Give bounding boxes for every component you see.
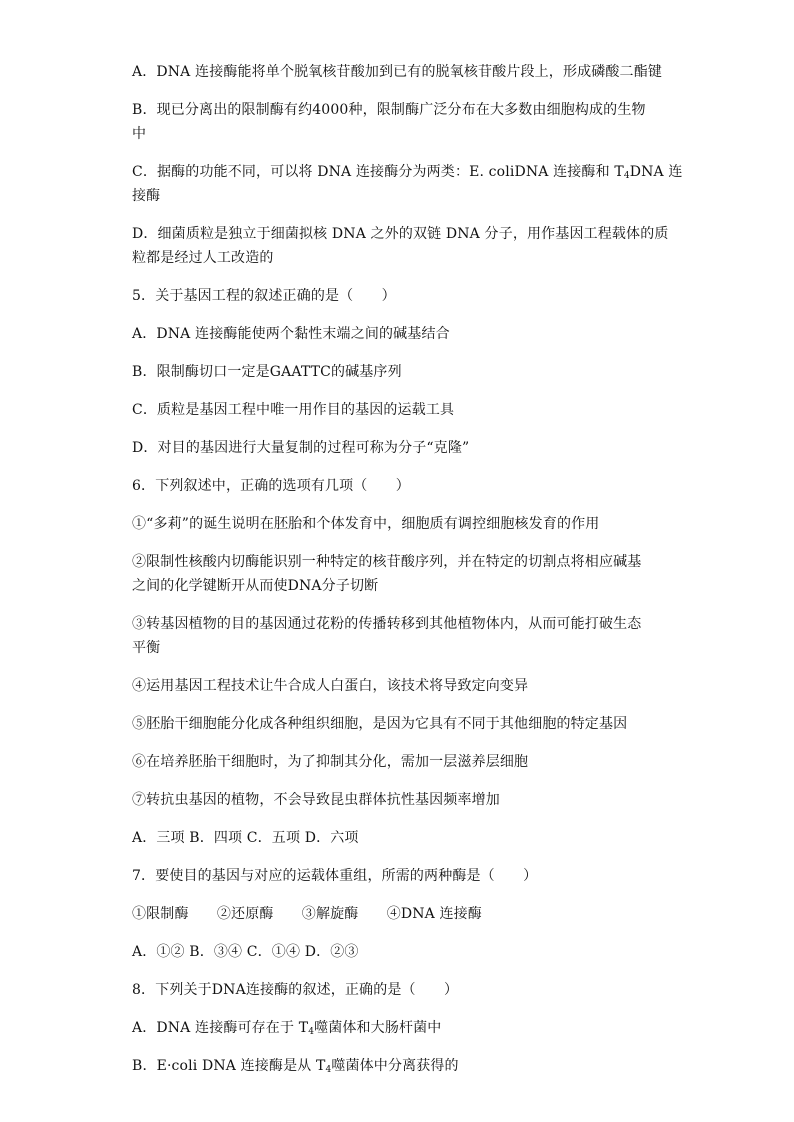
- text-segment: B．E·coli DNA 连接酶是从 T: [132, 1058, 326, 1074]
- option-d: D．对目的基因进行大量复制的过程可称为分子“克隆”: [132, 440, 470, 456]
- option-b: [132, 1056, 672, 1076]
- statement-6: ⑥在培养胚胎干细胞时，为了抑制其分化，需加一层滋养层细胞: [132, 754, 529, 770]
- statement-1: ①“多莉”的诞生说明在胚胎和个体发育中，细胞质有调控细胞核发育的作用: [132, 516, 600, 532]
- statement-5: ⑤胚胎干细胞能分化成各种组织细胞，是因为它具有不同于其他细胞的特定基因: [132, 716, 628, 732]
- statement-4: ④运用基因工程技术让牛合成人白蛋白，该技术将导致定向变异: [132, 678, 529, 694]
- option-c-cont: 接酶: [132, 188, 161, 204]
- option-b: B．现已分离出的限制酶有约4000种，限制酶广泛分布在大多数由细胞构成的生物: [132, 102, 646, 118]
- statement-3-cont: 平衡: [132, 640, 161, 656]
- option-a: A．DNA 连接酶能使两个黏性末端之间的碱基结合: [132, 326, 450, 342]
- question-6: 6．下列叙述中，正确的选项有几项（ ）: [132, 478, 410, 494]
- text-segment: DNA 连: [629, 164, 683, 180]
- text-segment: A．DNA 连接酶可存在于 T: [132, 1020, 309, 1036]
- option-a: [132, 1018, 672, 1038]
- statement-2: ②限制性核酸内切酶能识别一种特定的核苷酸序列，并在特定的切割点将相应碱基: [132, 554, 642, 570]
- option-d: D．细菌质粒是独立于细菌拟核 DNA 之外的双链 DNA 分子，用作基因工程载体的质: [132, 226, 669, 242]
- option-b-cont: 中: [132, 126, 147, 142]
- subscript: 4: [623, 171, 630, 181]
- question-8: 8．下列关于DNA连接酶的叙述，正确的是（ ）: [132, 982, 459, 998]
- options-q6: A．三项 B．四项 C．五项 D．六项: [132, 830, 359, 846]
- option-a: A．DNA 连接酶能将单个脱氧核苷酸加到已有的脱氧核苷酸片段上，形成磷酸二酯键: [132, 64, 662, 80]
- subscript: 4: [308, 1027, 315, 1037]
- statement-7: ⑦转抗虫基因的植物，不会导致昆虫群体抗性基因频率增加: [132, 792, 500, 808]
- option-c: C．质粒是基因工程中唯一用作目的基因的运载工具: [132, 402, 455, 418]
- enzyme-list: ①限制酶 ②还原酶 ③解旋酶 ④DNA 连接酶: [132, 906, 482, 922]
- option-c: [132, 162, 683, 182]
- question-5: 5．关于基因工程的叙述正确的是（ ）: [132, 288, 396, 304]
- text-segment: C．据酶的功能不同，可以将 DNA 连接酶分为两类：E. coliDNA 连接酶和 T: [132, 164, 624, 180]
- statement-2-cont: 之间的化学键断开从而使DNA分子切断: [132, 578, 379, 594]
- subscript: 4: [325, 1065, 332, 1075]
- options-q7: A．①② B．③④ C．①④ D．②③: [132, 944, 359, 960]
- statement-3: ③转基因植物的目的基因通过花粉的传播转移到其他植物体内，从而可能打破生态: [132, 616, 642, 632]
- option-d-cont: 粒都是经过人工改造的: [132, 250, 274, 266]
- question-7: 7．要使目的基因与对应的运载体重组，所需的两种酶是（ ）: [132, 868, 538, 884]
- option-b: B．限制酶切口一定是GAATTC的碱基序列: [132, 364, 402, 380]
- text-segment: 噬菌体和大肠杆菌中: [314, 1020, 442, 1036]
- text-segment: 噬菌体中分离获得的: [331, 1058, 459, 1074]
